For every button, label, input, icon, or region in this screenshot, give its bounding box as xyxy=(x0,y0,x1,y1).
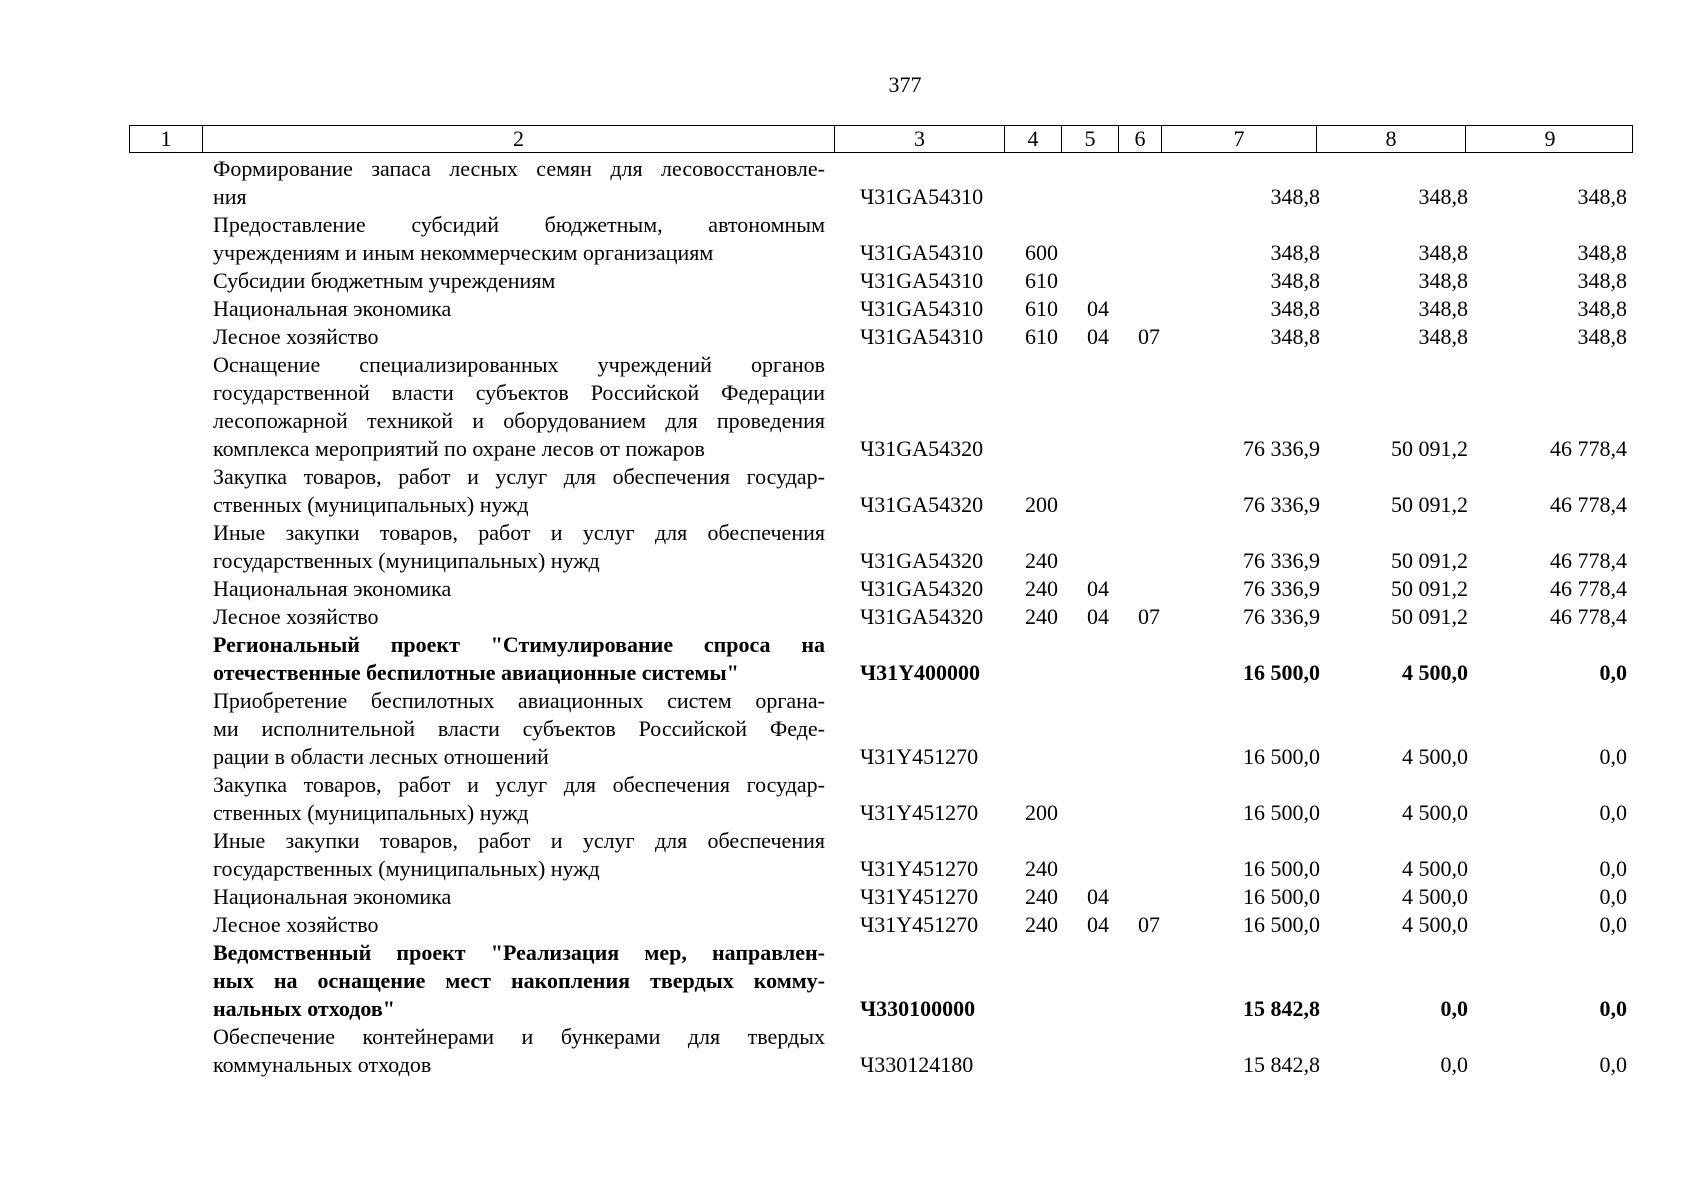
amount-col-9: 0,0 xyxy=(1599,912,1627,937)
target-code: Ч31Y451270 xyxy=(860,884,979,909)
amount-col-8: 348,8 xyxy=(1418,324,1468,349)
expense-type: 610 xyxy=(1025,324,1058,349)
target-code: Ч31GA54320 xyxy=(860,548,984,573)
expense-type: 240 xyxy=(1025,856,1058,881)
amount-col-8: 50 091,2 xyxy=(1391,436,1468,461)
amount-col-9: 348,8 xyxy=(1577,296,1627,321)
expense-type: 240 xyxy=(1025,912,1058,937)
target-code: Ч31Y400000 xyxy=(860,660,981,685)
amount-col-8: 4 500,0 xyxy=(1402,744,1468,769)
row-values xyxy=(0,799,1697,827)
table-row xyxy=(0,883,1697,911)
amount-col-7: 348,8 xyxy=(1270,296,1320,321)
subsection: 07 xyxy=(1138,912,1160,937)
amount-col-8: 4 500,0 xyxy=(1402,884,1468,909)
table-row xyxy=(0,463,1697,519)
description-line: ния xyxy=(213,184,247,209)
amount-col-7: 348,8 xyxy=(1270,324,1320,349)
row-values xyxy=(0,183,1697,211)
table-row xyxy=(0,939,1697,1023)
page-number: 377 xyxy=(888,72,922,97)
description-line: ми исполнительной власти субъектов Российской Феде- xyxy=(213,716,825,741)
amount-col-7: 76 336,9 xyxy=(1243,604,1320,629)
target-code: Ч31GA54310 xyxy=(860,296,984,321)
table-row xyxy=(0,631,1697,687)
amount-col-7: 15 842,8 xyxy=(1243,996,1320,1021)
description-line: Лесное хозяйство xyxy=(213,604,379,629)
header-col-1: 1 xyxy=(160,126,172,151)
row-values xyxy=(0,323,1697,351)
table-row xyxy=(0,603,1697,631)
row-values xyxy=(0,1051,1697,1079)
row-values xyxy=(0,267,1697,295)
amount-col-9: 0,0 xyxy=(1599,996,1627,1021)
table-header xyxy=(129,125,1633,153)
amount-col-8: 4 500,0 xyxy=(1402,912,1468,937)
description-line: Иные закупки товаров, работ и услуг для обеспечения xyxy=(213,520,825,545)
row-values xyxy=(0,547,1697,575)
description-line: учреждениям и иным некоммерческим организациям xyxy=(213,240,714,265)
table-row xyxy=(0,911,1697,939)
target-code: Ч31Y451270 xyxy=(860,912,979,937)
amount-col-9: 46 778,4 xyxy=(1550,548,1627,573)
header-col-8: 8 xyxy=(1316,126,1465,152)
row-values xyxy=(0,743,1697,771)
row-values xyxy=(0,883,1697,911)
amount-col-8: 348,8 xyxy=(1418,268,1468,293)
target-code: Ч31GA54320 xyxy=(860,492,984,517)
amount-col-9: 46 778,4 xyxy=(1550,492,1627,517)
table-row xyxy=(0,267,1697,295)
description-line: государственной власти субъектов Российской Федерации xyxy=(213,380,825,405)
description-line: ных на оснащение мест накопления твердых комму- xyxy=(213,968,825,993)
target-code: Ч31Y451270 xyxy=(860,856,979,881)
amount-col-7: 348,8 xyxy=(1270,240,1320,265)
section: 04 xyxy=(1087,324,1109,349)
table-row xyxy=(0,1023,1697,1079)
description-line: рации в области лесных отношений xyxy=(213,744,549,769)
amount-col-9: 348,8 xyxy=(1577,324,1627,349)
target-code: Ч330124180 xyxy=(860,1052,974,1077)
description-line: Закупка товаров, работ и услуг для обеспечения государ- xyxy=(213,464,825,489)
description-line: государственных (муниципальных) нужд xyxy=(213,548,600,573)
description-line: Оснащение специализированных учреждений органов xyxy=(213,352,825,377)
target-code: Ч31GA54320 xyxy=(860,604,984,629)
expense-type: 240 xyxy=(1025,548,1058,573)
header-col-3: 3 xyxy=(834,126,1004,152)
table-row xyxy=(0,323,1697,351)
description-line: коммунальных отходов xyxy=(213,1052,432,1077)
header-col-9: 9 xyxy=(1465,126,1634,152)
amount-col-8: 50 091,2 xyxy=(1391,604,1468,629)
amount-col-9: 46 778,4 xyxy=(1550,436,1627,461)
amount-col-8: 0,0 xyxy=(1440,1052,1468,1077)
amount-col-7: 16 500,0 xyxy=(1243,660,1320,685)
description-line: Национальная экономика xyxy=(213,296,452,321)
target-code: Ч330100000 xyxy=(860,996,976,1021)
description-line: Лесное хозяйство xyxy=(213,324,379,349)
target-code: Ч31GA54310 xyxy=(860,184,984,209)
row-values xyxy=(0,911,1697,939)
header-col-4: 4 xyxy=(1004,126,1061,152)
amount-col-9: 348,8 xyxy=(1577,268,1627,293)
description-line: комплекса мероприятий по охране лесов от пожаров xyxy=(213,436,705,461)
description-line: Закупка товаров, работ и услуг для обеспечения государ- xyxy=(213,772,825,797)
target-code: Ч31Y451270 xyxy=(860,744,979,769)
table-row xyxy=(0,575,1697,603)
table-row xyxy=(0,771,1697,827)
expense-type: 200 xyxy=(1025,800,1058,825)
amount-col-7: 16 500,0 xyxy=(1243,912,1320,937)
amount-col-9: 0,0 xyxy=(1599,1052,1627,1077)
amount-col-9: 348,8 xyxy=(1577,240,1627,265)
description-line: ственных (муниципальных) нужд xyxy=(213,800,529,825)
expense-type: 600 xyxy=(1025,240,1058,265)
amount-col-8: 50 091,2 xyxy=(1391,548,1468,573)
amount-col-9: 0,0 xyxy=(1599,800,1627,825)
subsection: 07 xyxy=(1138,324,1160,349)
description-line: Субсидии бюджетным учреждениям xyxy=(213,268,556,293)
description-line: Иные закупки товаров, работ и услуг для обеспечения xyxy=(213,828,825,853)
target-code: Ч31GA54310 xyxy=(860,240,984,265)
description-line: Ведомственный проект "Реализация мер, направлен- xyxy=(213,940,825,965)
amount-col-7: 76 336,9 xyxy=(1243,576,1320,601)
description-line: государственных (муниципальных) нужд xyxy=(213,856,600,881)
target-code: Ч31GA54310 xyxy=(860,268,984,293)
target-code: Ч31GA54320 xyxy=(860,576,984,601)
table-body xyxy=(0,155,1697,1079)
description-line: Предоставление субсидий бюджетным, автономным xyxy=(213,212,825,237)
amount-col-8: 348,8 xyxy=(1418,296,1468,321)
section: 04 xyxy=(1087,296,1109,321)
subsection: 07 xyxy=(1138,604,1160,629)
description-line: Лесное хозяйство xyxy=(213,912,379,937)
amount-col-9: 46 778,4 xyxy=(1550,576,1627,601)
amount-col-7: 348,8 xyxy=(1270,268,1320,293)
amount-col-7: 16 500,0 xyxy=(1243,884,1320,909)
row-values xyxy=(0,603,1697,631)
table-row xyxy=(0,211,1697,267)
amount-col-8: 348,8 xyxy=(1418,184,1468,209)
amount-col-7: 15 842,8 xyxy=(1243,1052,1320,1077)
expense-type: 610 xyxy=(1025,296,1058,321)
description-line: лесопожарной техникой и оборудованием для проведения xyxy=(213,408,825,433)
amount-col-7: 16 500,0 xyxy=(1243,856,1320,881)
row-values xyxy=(0,295,1697,323)
amount-col-8: 4 500,0 xyxy=(1402,660,1468,685)
amount-col-9: 46 778,4 xyxy=(1550,604,1627,629)
description-line: нальных отходов" xyxy=(213,996,395,1021)
amount-col-7: 76 336,9 xyxy=(1243,548,1320,573)
description-line: Национальная экономика xyxy=(213,884,452,909)
description-line: Национальная экономика xyxy=(213,576,452,601)
expense-type: 240 xyxy=(1025,884,1058,909)
amount-col-7: 76 336,9 xyxy=(1243,436,1320,461)
header-col-5: 5 xyxy=(1061,126,1118,152)
section: 04 xyxy=(1087,604,1109,629)
header-col-2: 2 xyxy=(202,126,834,152)
amount-col-8: 0,0 xyxy=(1440,996,1468,1021)
row-values xyxy=(0,995,1697,1023)
row-values xyxy=(0,855,1697,883)
table-row xyxy=(0,295,1697,323)
expense-type: 240 xyxy=(1025,604,1058,629)
target-code: Ч31Y451270 xyxy=(860,800,979,825)
amount-col-8: 50 091,2 xyxy=(1391,492,1468,517)
section: 04 xyxy=(1087,912,1109,937)
row-values xyxy=(0,575,1697,603)
amount-col-9: 0,0 xyxy=(1599,660,1627,685)
description-line: ственных (муниципальных) нужд xyxy=(213,492,529,517)
target-code: Ч31GA54320 xyxy=(860,436,984,461)
amount-col-7: 16 500,0 xyxy=(1243,800,1320,825)
amount-col-7: 76 336,9 xyxy=(1243,492,1320,517)
row-values xyxy=(0,239,1697,267)
amount-col-7: 348,8 xyxy=(1270,184,1320,209)
row-values xyxy=(0,491,1697,519)
table-row xyxy=(0,519,1697,575)
amount-col-9: 0,0 xyxy=(1599,744,1627,769)
description-line: Обеспечение контейнерами и бункерами для твердых xyxy=(213,1024,825,1049)
description-line: Приобретение беспилотных авиационных систем органа- xyxy=(213,688,825,713)
table-row xyxy=(0,827,1697,883)
description-line: Формирование запаса лесных семян для лесовосстановле- xyxy=(213,156,825,181)
amount-col-8: 4 500,0 xyxy=(1402,800,1468,825)
header-col-6: 6 xyxy=(1118,126,1161,152)
target-code: Ч31GA54310 xyxy=(860,324,984,349)
section: 04 xyxy=(1087,884,1109,909)
description-line: отечественные беспилотные авиационные системы" xyxy=(213,660,739,685)
table-row xyxy=(0,155,1697,211)
amount-col-9: 348,8 xyxy=(1577,184,1627,209)
amount-col-8: 348,8 xyxy=(1418,240,1468,265)
amount-col-8: 50 091,2 xyxy=(1391,576,1468,601)
amount-col-9: 0,0 xyxy=(1599,856,1627,881)
row-values xyxy=(0,435,1697,463)
table-row xyxy=(0,687,1697,771)
expense-type: 610 xyxy=(1025,268,1058,293)
header-col-7: 7 xyxy=(1161,126,1316,152)
row-values xyxy=(0,659,1697,687)
description-line: Региональный проект "Стимулирование спроса на xyxy=(213,632,825,657)
expense-type: 200 xyxy=(1025,492,1058,517)
amount-col-9: 0,0 xyxy=(1599,884,1627,909)
amount-col-8: 4 500,0 xyxy=(1402,856,1468,881)
amount-col-7: 16 500,0 xyxy=(1243,744,1320,769)
table-row xyxy=(0,351,1697,463)
expense-type: 240 xyxy=(1025,576,1058,601)
section: 04 xyxy=(1087,576,1109,601)
